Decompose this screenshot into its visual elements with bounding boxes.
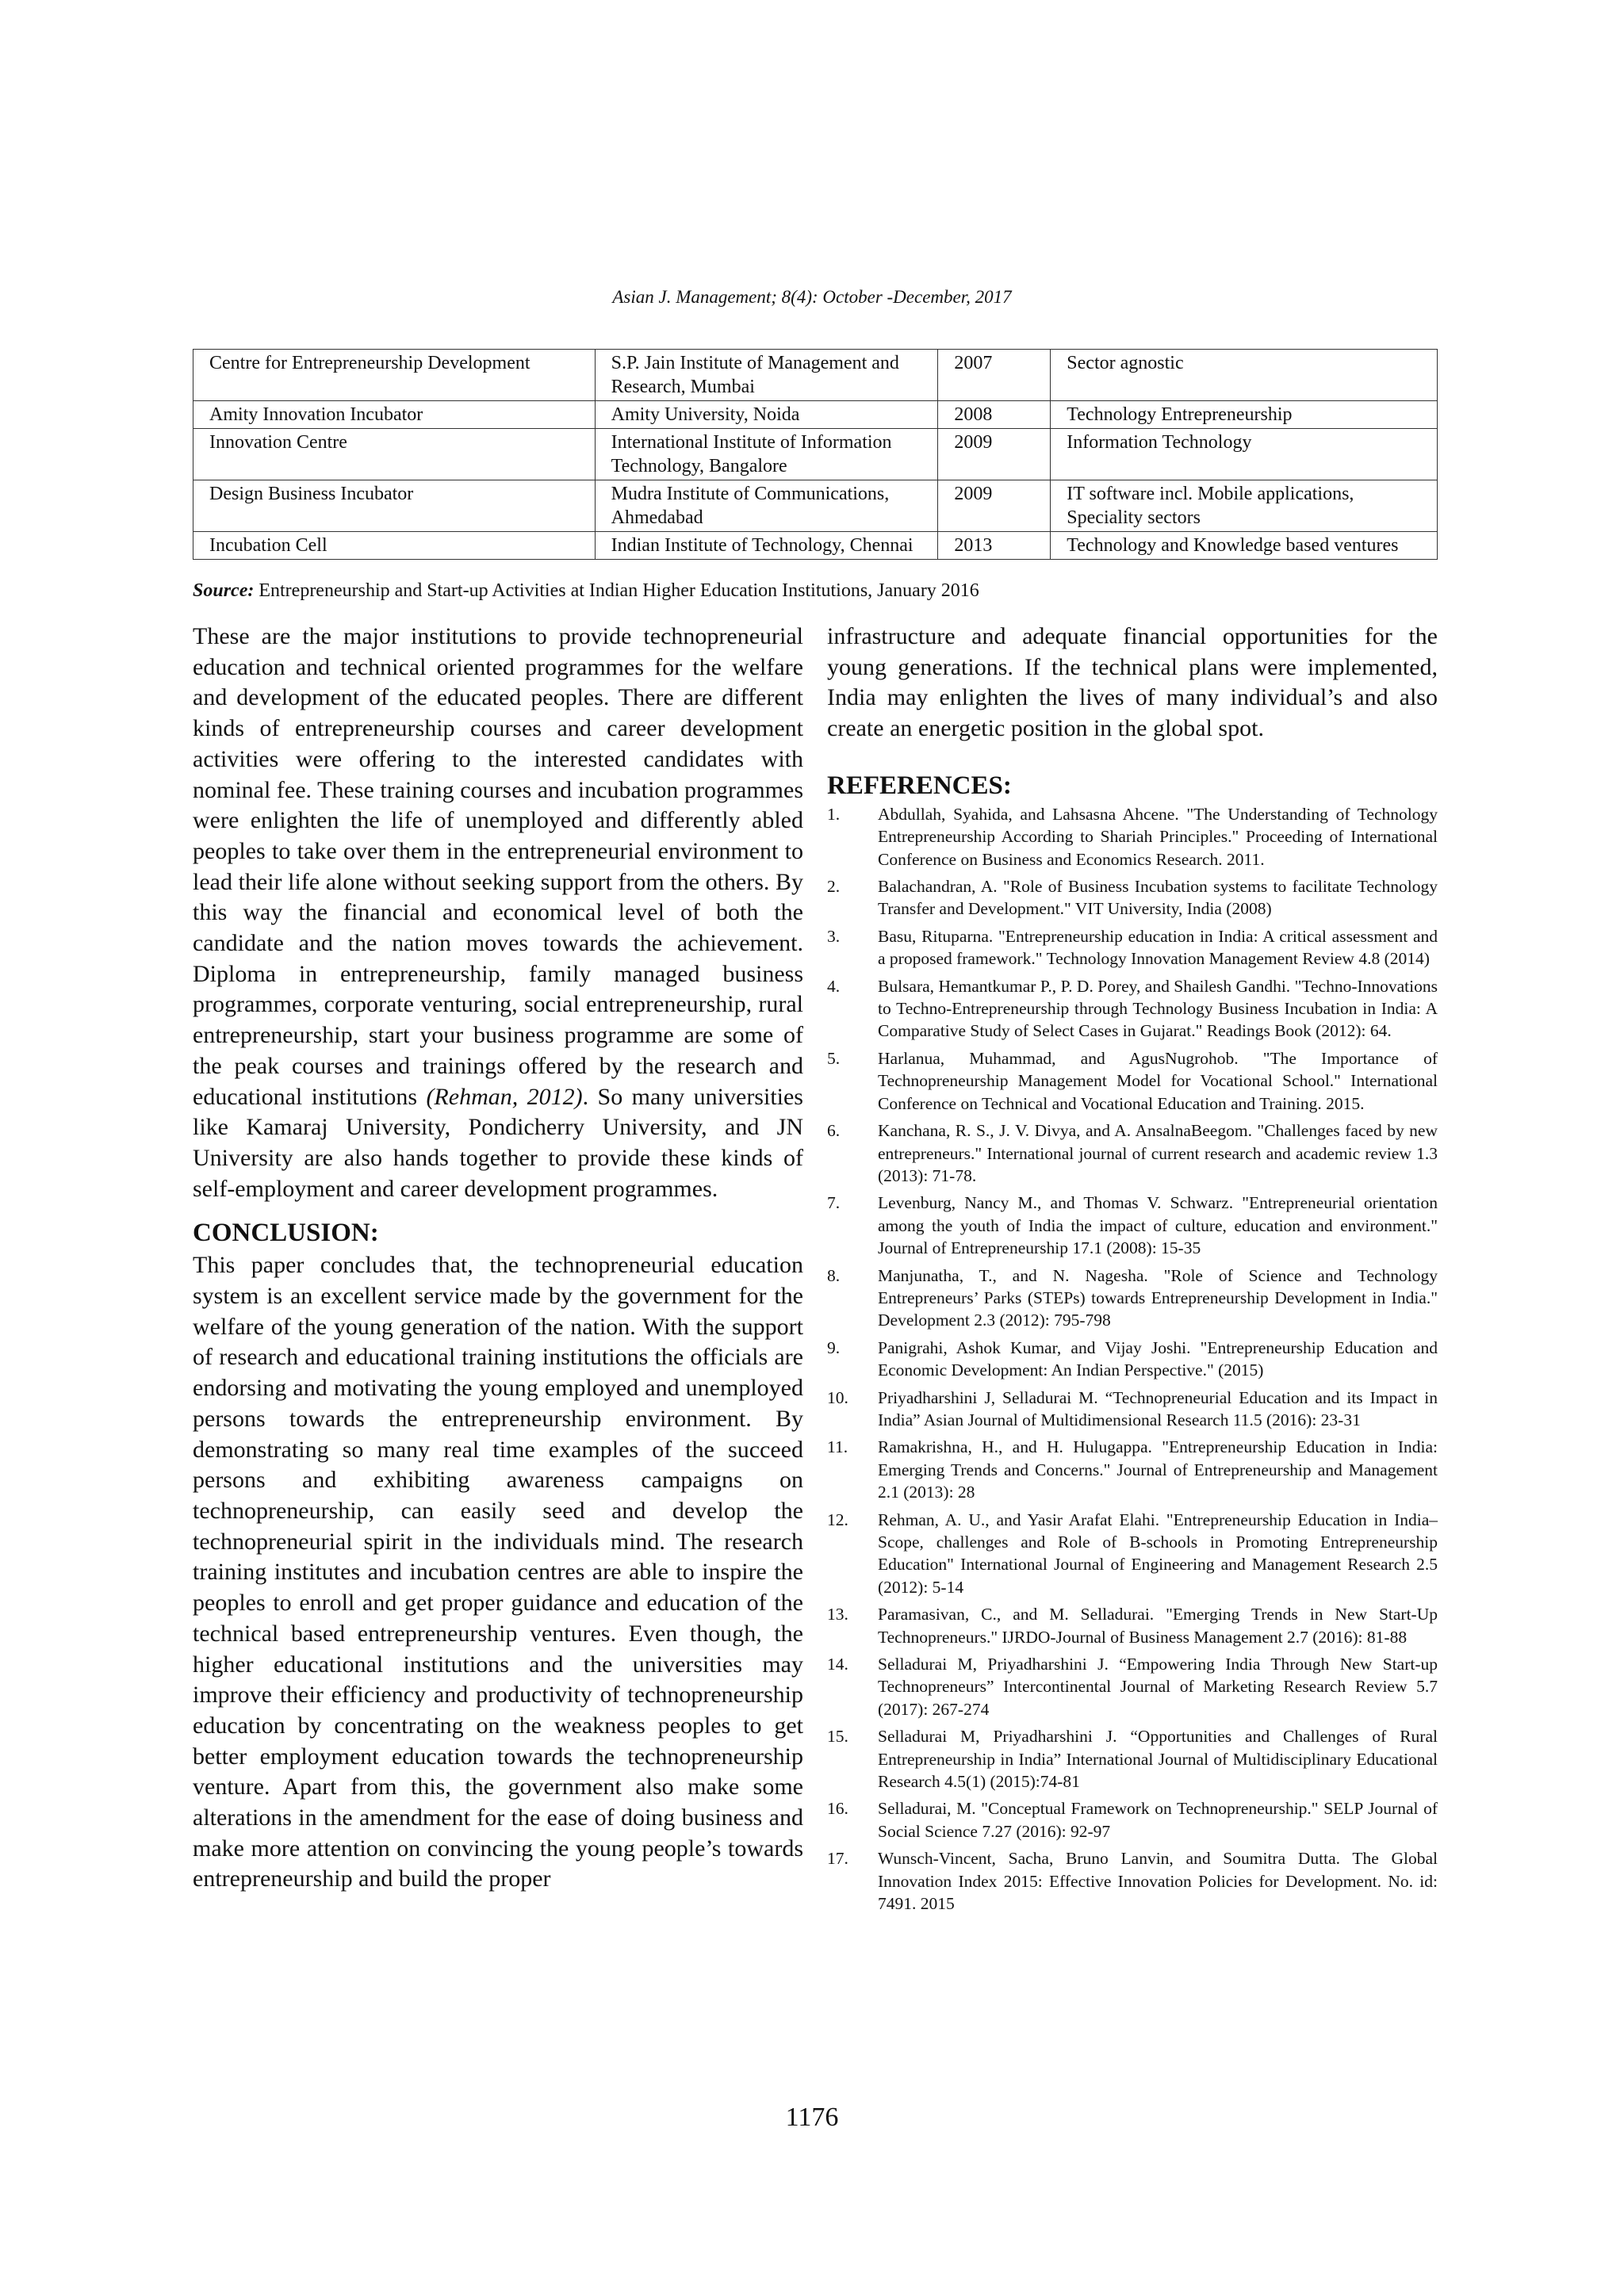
reference-number: 6.	[827, 1121, 841, 1141]
reference-number: 12.	[827, 1510, 848, 1529]
reference-item	[827, 803, 1438, 871]
conclusion-heading: CONCLUSION:	[193, 1219, 379, 1248]
table-cell: 2008	[938, 401, 1051, 429]
table-cell: Mudra Institute of Communications, Ahmedabad	[595, 480, 938, 532]
body-text: . So many universities like Kamaraj University, Pondicherry University, and JN University are also hands together to provide these kinds of self-employment and career development programmes.	[193, 1083, 803, 1202]
reference-item	[827, 1265, 1438, 1332]
reference-number: 17.	[827, 1849, 848, 1869]
right-column	[827, 622, 1438, 1920]
table-cell: Innovation Centre	[193, 429, 596, 480]
reference-item	[827, 975, 1438, 1043]
reference-text: Manjunatha, T., and N. Nagesha. "Role of Science and Technology Entrepreneurs’ Parks (STEPs) towards Entrepreneurship Development in India." Development 2.3 (2012): 795-798	[878, 1265, 1438, 1330]
reference-text: Harlanua, Muhammad, and AgusNugrohob. "The Importance of Technopreneurship Management Model for Vocational School." International Conference on Technical and Vocational Education and Training. 2015.	[878, 1048, 1438, 1113]
table-cell: 2009	[938, 480, 1051, 532]
table-cell: International Institute of Information Technology, Bangalore	[595, 429, 938, 480]
table-cell: Amity Innovation Incubator	[193, 401, 596, 429]
body-text: These are the major institutions to provide technopreneurial education and technical oriented programmes for the welfare and development of the educated peoples. There are different kinds of entrepreneurship courses and career development activities were offering to the interested candidates with nominal fee. These training courses and incubation programmes were enlighten the life of unemployed and differently abled peoples to take over them in the entrepreneurial environment to lead their life alone without seeking support from the others. By this way the financial and economical level of both the candidate and the nation moves towards the achievement. Diploma in entrepreneurship, family managed business programmes, corporate venturing, social entrepreneurship, rural entrepreneurship, start your business programme are some of the peak courses and trainings offered by the research and educational institutions	[193, 623, 803, 1110]
reference-item	[827, 1387, 1438, 1432]
table-row	[193, 401, 1438, 429]
table-cell: IT software incl. Mobile applications, Speciality sectors	[1051, 480, 1438, 532]
reference-text: Wunsch-Vincent, Sacha, Bruno Lanvin, and Soumitra Dutta. The Global Innovation Index 2015: Effective Innovation Policies for Development. No. id: 7491. 2015	[878, 1849, 1438, 1914]
left-column	[193, 622, 803, 1895]
reference-number: 3.	[827, 926, 841, 946]
reference-item	[827, 1509, 1438, 1599]
table-cell: Technology and Knowledge based ventures	[1051, 532, 1438, 560]
institutions-table	[193, 349, 1438, 560]
reference-text: Paramasivan, C., and M. Selladurai. "Emerging Trends in New Start-Up Technopreneurs." IJRDO-Journal of Business Management 2.7 (2016): 81-88	[878, 1605, 1438, 1647]
table-row	[193, 532, 1438, 560]
reference-item	[827, 1436, 1438, 1503]
table-cell: Information Technology	[1051, 429, 1438, 480]
citation: (Rehman, 2012)	[426, 1083, 583, 1110]
table-cell: Amity University, Noida	[595, 401, 938, 429]
reference-number: 4.	[827, 976, 841, 996]
reference-text: Basu, Rituparna. "Entrepreneurship education in India: A critical assessment and a proposed framework." Technology Innovation Management Review 4.8 (2014)	[878, 926, 1438, 969]
reference-item	[827, 1725, 1438, 1793]
reference-number: 14.	[827, 1655, 848, 1674]
reference-number: 7.	[827, 1193, 841, 1213]
reference-number: 9.	[827, 1337, 841, 1357]
table-cell: S.P. Jain Institute of Management and Research, Mumbai	[595, 350, 938, 401]
reference-number: 8.	[827, 1265, 841, 1285]
reference-text: Bulsara, Hemantkumar P., P. D. Porey, and Shailesh Gandhi. "Techno-Innovations to Techno-Entrepreneurship through Technology Business Incubation in India: A Comparative Study of Select Cases in Gujarat." Readings Book (2012): 64.	[878, 976, 1438, 1041]
reference-number: 5.	[827, 1048, 841, 1068]
reference-number: 11.	[827, 1437, 848, 1457]
conclusion-paragraph-continued: infrastructure and adequate financial opportunities for the young generations. If the technical plans were implemented, India may enlighten the lives of many individual’s and also create an energetic position in the global spot.	[827, 623, 1438, 742]
references-heading: REFERENCES:	[827, 771, 1012, 800]
reference-item	[827, 1603, 1438, 1648]
table-cell: 2013	[938, 532, 1051, 560]
table-cell: Sector agnostic	[1051, 350, 1438, 401]
reference-text: Rehman, A. U., and Yasir Arafat Elahi. "Entrepreneurship Education in India–Scope, challenges and Role of B-schools in Promoting Entrepreneurship Education" International Journal of Engineering and Management Research 2.5 (2012): 5-14	[878, 1510, 1438, 1597]
table-cell: Design Business Incubator	[193, 480, 596, 532]
reference-text: Selladurai M, Priyadharshini J. “Empowering India Through New Start-up Technopreneurs” Intercontinental Journal of Marketing Research Review 5.7 (2017): 267-274	[878, 1655, 1438, 1719]
reference-text: Abdullah, Syahida, and Lahsasna Ahcene. "The Understanding of Technology Entrepreneurship According to Shariah Principles." Proceeding of International Conference on Business and Economics Research. 2011.	[878, 804, 1438, 869]
reference-number: 16.	[827, 1799, 848, 1819]
reference-number: 10.	[827, 1387, 848, 1407]
running-header: Asian J. Management; 8(4): October -December, 2017	[612, 287, 1012, 307]
reference-item	[827, 1047, 1438, 1115]
reference-item	[827, 1653, 1438, 1720]
reference-number: 1.	[827, 804, 841, 824]
table-cell: Indian Institute of Technology, Chennai	[595, 532, 938, 560]
table-row	[193, 480, 1438, 532]
reference-item	[827, 925, 1438, 970]
table-cell: Technology Entrepreneurship	[1051, 401, 1438, 429]
reference-item	[827, 1192, 1438, 1259]
reference-number: 2.	[827, 877, 841, 897]
reference-text: Selladurai M, Priyadharshini J. “Opportunities and Challenges of Rural Entrepreneurship in India” International Journal of Multidisciplinary Educational Research 4.5(1) (2015):74-81	[878, 1727, 1438, 1792]
source-label: Source:	[193, 580, 255, 601]
reference-number: 13.	[827, 1605, 848, 1624]
reference-text: Balachandran, A. "Role of Business Incubation systems to facilitate Technology Transfer and Development." VIT University, India (2008)	[878, 877, 1438, 919]
reference-item	[827, 1119, 1438, 1187]
reference-item	[827, 1797, 1438, 1843]
reference-text: Levenburg, Nancy M., and Thomas V. Schwarz. "Entrepreneurial orientation among the youth of India the impact of culture, education and environment." Journal of Entrepreneurship 17.1 (2008): 15-35	[878, 1193, 1438, 1258]
references-list	[827, 803, 1438, 1915]
table-row	[193, 350, 1438, 401]
body-paragraph	[193, 622, 803, 1204]
reference-number: 15.	[827, 1727, 848, 1747]
reference-text: Ramakrishna, H., and H. Hulugappa. "Entrepreneurship Education in India: Emerging Trends and Concerns." Journal of Entrepreneurship and Management 2.1 (2013): 28	[878, 1437, 1438, 1502]
reference-text: Selladurai, M. "Conceptual Framework on Technopreneurship." SELP Journal of Social Science 7.27 (2016): 92-97	[878, 1799, 1438, 1841]
table-cell: Centre for Entrepreneurship Development	[193, 350, 596, 401]
table-row	[193, 429, 1438, 480]
table-cell: 2007	[938, 350, 1051, 401]
reference-text: Kanchana, R. S., J. V. Divya, and A. AnsalnaBeegom. "Challenges faced by new entrepreneurs." International journal of current research and academic review 1.3 (2013): 71-78.	[878, 1121, 1438, 1185]
page-number: 1176	[785, 2103, 839, 2132]
table-cell: 2009	[938, 429, 1051, 480]
conclusion-paragraph: This paper concludes that, the technopreneurial education system is an excellent service made by the government for the welfare of the young generation of the nation. With the support of research and educational training institutions the officials are endorsing and motivating the young employed and unemployed persons towards the entrepreneurship environment. By demonstrating so many real time examples of the succeed persons and exhibiting awareness campaigns on technopreneurship, can easily seed and develop the technopreneurial spirit in the individuals mind. The research training institutes and incubation centres are able to inspire the peoples to enroll and get proper guidance and education of the technical based entrepreneurship ventures. Even though, the higher educational institutions and the universities may improve their efficiency and productivity of technopreneurship education by concentrating on the weakness peoples to get better employment education towards the technopreneurship venture. Apart from this, the government also make some alterations in the amendment for the ease of doing business and make more attention on convincing the young people’s towards entrepreneurship and build the proper	[193, 1252, 803, 1892]
reference-text: Priyadharshini J, Selladurai M. “Technopreneurial Education and its Impact in India” Asian Journal of Multidimensional Research 11.5 (2016): 23-31	[878, 1387, 1438, 1429]
reference-item	[827, 1337, 1438, 1382]
reference-item	[827, 1847, 1438, 1915]
source-text: Entrepreneurship and Start-up Activities at Indian Higher Education Institutions, January 2016	[254, 580, 979, 601]
reference-item	[827, 875, 1438, 920]
table-source	[193, 580, 979, 602]
reference-text: Panigrahi, Ashok Kumar, and Vijay Joshi. "Entrepreneurship Education and Economic Development: An Indian Perspective." (2015)	[878, 1337, 1438, 1380]
table-cell: Incubation Cell	[193, 532, 596, 560]
